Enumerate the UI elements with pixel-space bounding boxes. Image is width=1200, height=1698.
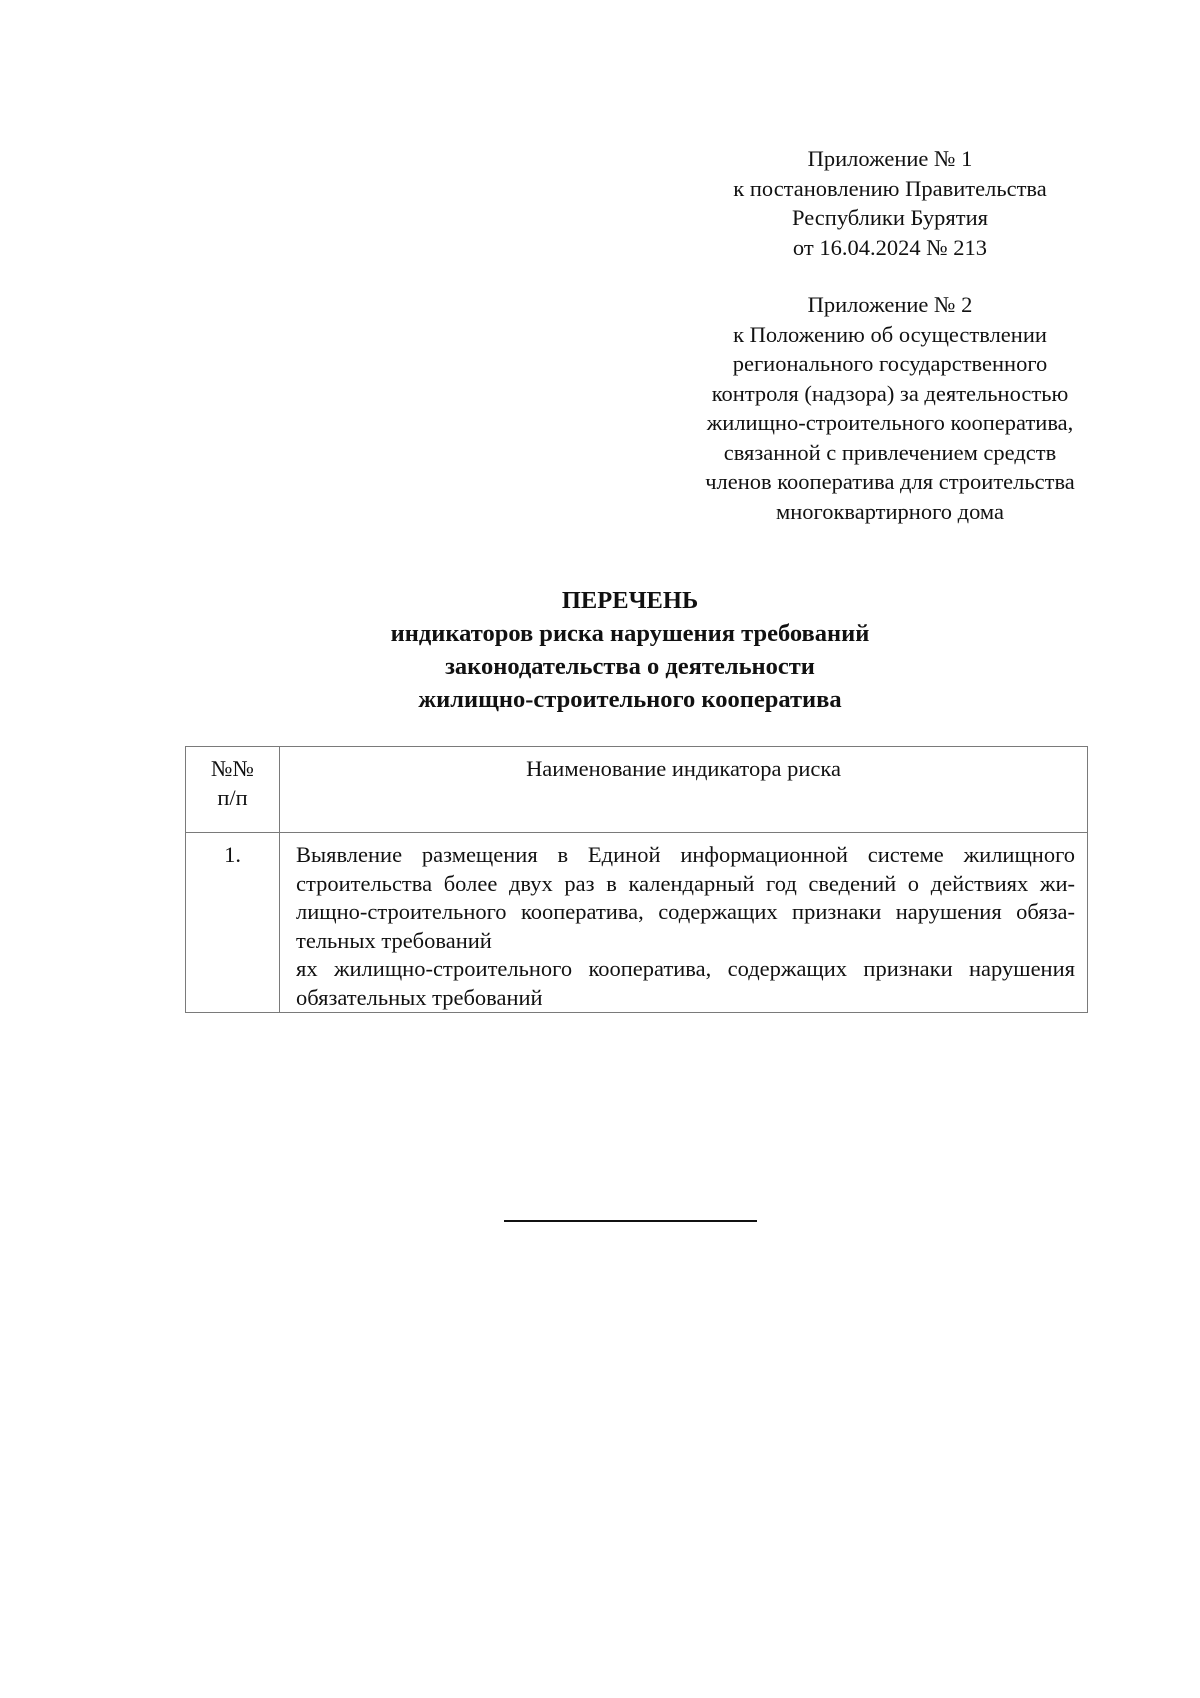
title-line: индикаторов риска нарушения требований	[390, 620, 870, 647]
appendix-1-block	[680, 144, 1100, 262]
appendix-2-line: связанной с привлечением средств	[723, 439, 1057, 465]
title-heading: ПЕРЕЧЕНЬ	[561, 587, 699, 614]
appendix-1-line: к постановлению Правительства	[733, 175, 1047, 201]
indicator-text-line: ях жилищно-строительного кооператива, содержащих признаки нарушения	[296, 956, 1075, 981]
indicator-text-line: обязательных требований	[296, 984, 543, 1010]
appendix-2-line: многоквартирного дома	[776, 498, 1004, 524]
appendix-2-line: Приложение № 2	[807, 292, 973, 317]
header-number-label: п/п	[217, 784, 248, 810]
appendix-2-line: жилищно-строительного кооператива,	[706, 410, 1074, 435]
risk-indicators-table	[185, 746, 1088, 1013]
appendix-1-line: Республики Бурятия	[792, 205, 988, 230]
appendix-2-line: регионального государственного	[732, 351, 1048, 376]
indicator-text-line: Выявление размещения в Единой информационной системе жилищного	[296, 842, 1075, 867]
header-name-cell	[280, 747, 1088, 833]
header-name-label: Наименование индикатора риска	[526, 756, 841, 781]
appendix-1-line: от 16.04.2024 № 213	[792, 234, 988, 260]
indicator-text-line: строительства более двух раз в календарный год сведений о действиях жи-	[296, 870, 1075, 896]
row-number-cell	[186, 833, 280, 1013]
header-number-label: №№	[211, 756, 254, 781]
title-line: законодательства о деятельности	[445, 653, 815, 680]
appendix-2-line: к Положению об осуществлении	[733, 321, 1047, 347]
row-indicator-cell	[280, 833, 1088, 1013]
table-header-row	[186, 747, 1088, 833]
header-number-cell	[186, 747, 280, 833]
indicator-text-line: тельных требований	[296, 927, 492, 953]
appendix-2-block	[680, 290, 1100, 526]
title-line: жилищно-строительного кооператива	[418, 686, 842, 713]
appendix-2-line: контроля (надзора) за деятельностью	[711, 380, 1069, 406]
appendix-1-line: Приложение № 1	[807, 146, 973, 171]
document-title	[170, 584, 1090, 716]
appendix-2-line: членов кооператива для строительства	[705, 469, 1075, 494]
indicator-text-line: лищно-строительного кооператива, содержащих признаки нарушения обяза-	[296, 899, 1075, 924]
closing-rule-divider	[504, 1220, 757, 1222]
table-row	[186, 833, 1088, 1013]
row-number: 1.	[224, 842, 241, 867]
